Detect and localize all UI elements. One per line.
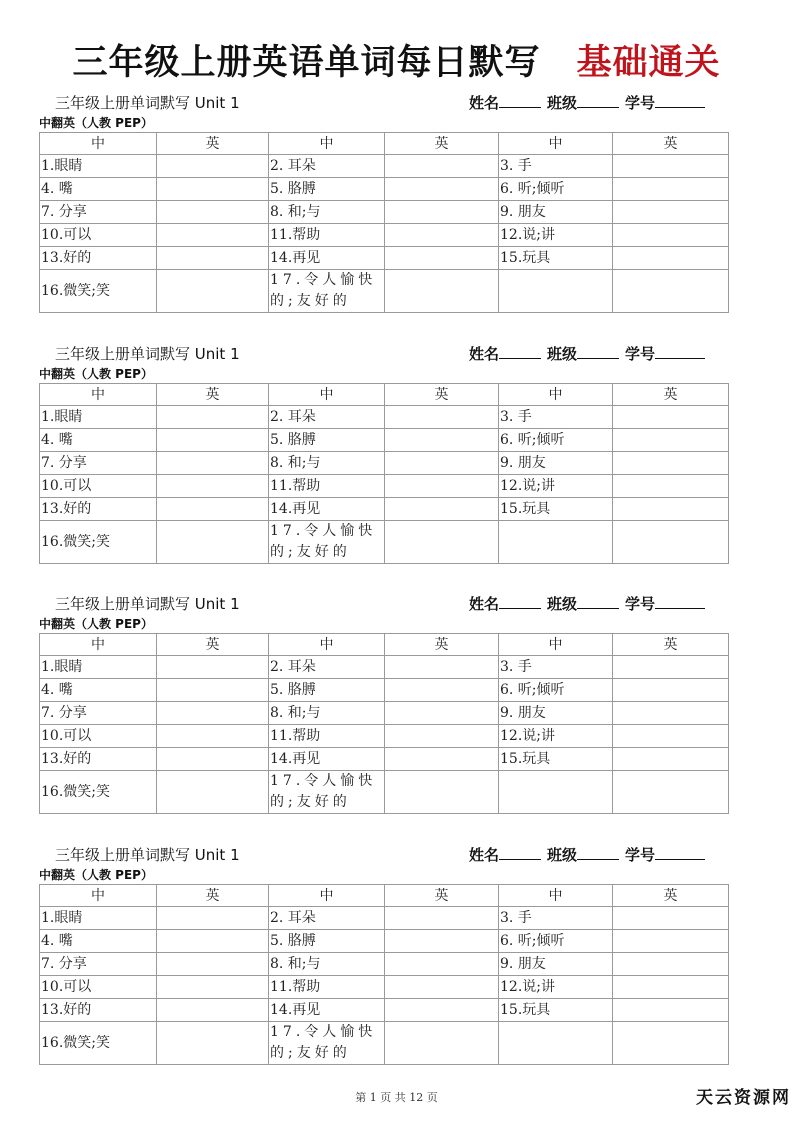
word-cell: 9. 朋友 — [499, 953, 613, 976]
title-main: 三年级上册英语单词每日默写 — [72, 42, 541, 83]
answer-cell[interactable] — [613, 178, 729, 201]
word-cell: 13.好的 — [40, 498, 157, 521]
word-cell: 1.眼睛 — [40, 406, 157, 429]
document-title — [0, 38, 793, 88]
table-row — [40, 270, 729, 313]
answer-cell[interactable] — [385, 953, 499, 976]
answer-cell[interactable] — [385, 1022, 499, 1065]
table-row — [40, 930, 729, 953]
answer-cell[interactable] — [157, 498, 269, 521]
header-english: 英 — [385, 384, 499, 406]
worksheet-block — [39, 343, 729, 564]
block-header — [39, 343, 729, 367]
name-label: 姓名 — [469, 345, 500, 363]
word-cell: 5. 胳膊 — [269, 178, 385, 201]
answer-cell[interactable] — [157, 679, 269, 702]
worksheet-block — [39, 844, 729, 1065]
answer-cell[interactable] — [385, 656, 499, 679]
table-row — [40, 702, 729, 725]
table-row — [40, 406, 729, 429]
table-row — [40, 429, 729, 452]
header-english: 英 — [613, 384, 729, 406]
header-english: 英 — [157, 885, 269, 907]
answer-cell[interactable] — [385, 999, 499, 1022]
class-label: 班级 — [547, 846, 578, 864]
answer-cell[interactable] — [157, 521, 269, 564]
word-cell: 13.好的 — [40, 748, 157, 771]
word-cell: 1.眼睛 — [40, 656, 157, 679]
header-english: 英 — [385, 634, 499, 656]
word-cell: 16.微笑;笑 — [40, 771, 157, 814]
answer-cell[interactable] — [157, 452, 269, 475]
id-label: 学号 — [625, 595, 656, 613]
student-info — [469, 92, 711, 114]
header-chinese: 中 — [40, 634, 157, 656]
answer-cell[interactable] — [385, 748, 499, 771]
id-blank-field[interactable] — [655, 92, 705, 108]
name-blank-field[interactable] — [499, 844, 541, 860]
section-subtitle: 中翻英（人教 PEP） — [39, 868, 153, 882]
answer-cell[interactable] — [613, 521, 729, 564]
answer-cell[interactable] — [613, 452, 729, 475]
word-cell: 10.可以 — [40, 976, 157, 999]
word-cell: 12.说;讲 — [499, 976, 613, 999]
header-english: 英 — [157, 634, 269, 656]
word-cell: 15.玩具 — [499, 999, 613, 1022]
header-english: 英 — [613, 885, 729, 907]
id-label: 学号 — [625, 846, 656, 864]
name-blank-field[interactable] — [499, 593, 541, 609]
name-label: 姓名 — [469, 846, 500, 864]
answer-cell[interactable] — [157, 270, 269, 313]
answer-cell[interactable] — [385, 452, 499, 475]
watermark-logo: 天云资源网 — [696, 1088, 791, 1108]
word-cell: 2. 耳朵 — [269, 155, 385, 178]
word-cell: 8. 和;与 — [269, 452, 385, 475]
word-cell: 4. 嘴 — [40, 930, 157, 953]
answer-cell[interactable] — [157, 702, 269, 725]
word-cell: 12.说;讲 — [499, 725, 613, 748]
answer-cell[interactable] — [385, 155, 499, 178]
answer-cell[interactable] — [157, 1022, 269, 1065]
word-cell: 2. 耳朵 — [269, 406, 385, 429]
answer-cell[interactable] — [157, 224, 269, 247]
word-cell: 8. 和;与 — [269, 702, 385, 725]
word-cell: 10.可以 — [40, 725, 157, 748]
header-chinese: 中 — [499, 384, 613, 406]
word-cell: 11.帮助 — [269, 976, 385, 999]
word-cell: 2. 耳朵 — [269, 656, 385, 679]
answer-cell[interactable] — [385, 178, 499, 201]
table-row — [40, 201, 729, 224]
answer-cell[interactable] — [613, 656, 729, 679]
word-cell — [499, 771, 613, 814]
answer-cell[interactable] — [613, 702, 729, 725]
header-chinese: 中 — [499, 133, 613, 155]
page-number: 第 1 页 共 12 页 — [355, 1091, 438, 1104]
table-row — [40, 1022, 729, 1065]
answer-cell[interactable] — [613, 748, 729, 771]
answer-cell[interactable] — [157, 178, 269, 201]
answer-cell[interactable] — [157, 725, 269, 748]
vocab-table — [39, 884, 729, 1065]
header-chinese: 中 — [269, 885, 385, 907]
word-cell: 14.再见 — [269, 748, 385, 771]
header-chinese: 中 — [499, 885, 613, 907]
section-subtitle: 中翻英（人教 PEP） — [39, 367, 153, 381]
table-row — [40, 907, 729, 930]
vocab-table — [39, 633, 729, 814]
answer-cell[interactable] — [385, 930, 499, 953]
answer-cell[interactable] — [157, 771, 269, 814]
table-header-row — [40, 384, 729, 406]
id-blank-field[interactable] — [655, 844, 705, 860]
title-accent: 基础通关 — [576, 42, 721, 83]
word-cell: 7. 分享 — [40, 452, 157, 475]
answer-cell[interactable] — [613, 953, 729, 976]
class-label: 班级 — [547, 94, 578, 112]
answer-cell[interactable] — [613, 1022, 729, 1065]
class-blank-field[interactable] — [577, 844, 619, 860]
word-cell: 13.好的 — [40, 247, 157, 270]
word-cell: 15.玩具 — [499, 247, 613, 270]
word-cell: 7. 分享 — [40, 953, 157, 976]
word-cell: 4. 嘴 — [40, 679, 157, 702]
word-cell: 6. 听;倾听 — [499, 930, 613, 953]
unit-title: 三年级上册单词默写 Unit 1 — [55, 94, 240, 112]
answer-cell[interactable] — [157, 155, 269, 178]
class-blank-field[interactable] — [577, 92, 619, 108]
answer-cell[interactable] — [385, 429, 499, 452]
word-cell: 17.令人愉快的;友好的 — [269, 270, 385, 313]
word-cell — [499, 270, 613, 313]
answer-cell[interactable] — [385, 475, 499, 498]
answer-cell[interactable] — [157, 475, 269, 498]
word-cell: 4. 嘴 — [40, 178, 157, 201]
answer-cell[interactable] — [157, 999, 269, 1022]
table-row — [40, 748, 729, 771]
worksheet-block — [39, 593, 729, 814]
answer-cell[interactable] — [613, 725, 729, 748]
word-cell — [499, 1022, 613, 1065]
word-cell: 3. 手 — [499, 656, 613, 679]
student-info — [469, 844, 711, 866]
word-cell: 14.再见 — [269, 999, 385, 1022]
table-row — [40, 999, 729, 1022]
table-row — [40, 656, 729, 679]
answer-cell[interactable] — [385, 976, 499, 999]
table-row — [40, 976, 729, 999]
answer-cell[interactable] — [157, 201, 269, 224]
answer-cell[interactable] — [613, 224, 729, 247]
answer-cell[interactable] — [385, 406, 499, 429]
answer-cell[interactable] — [385, 702, 499, 725]
word-cell: 15.玩具 — [499, 498, 613, 521]
vocab-table — [39, 132, 729, 313]
answer-cell[interactable] — [157, 247, 269, 270]
name-blank-field[interactable] — [499, 92, 541, 108]
block-header — [39, 593, 729, 617]
header-english: 英 — [613, 133, 729, 155]
word-cell: 3. 手 — [499, 155, 613, 178]
unit-title: 三年级上册单词默写 Unit 1 — [55, 345, 240, 363]
id-blank-field[interactable] — [655, 593, 705, 609]
word-cell: 1.眼睛 — [40, 907, 157, 930]
header-english: 英 — [157, 384, 269, 406]
table-header-row — [40, 885, 729, 907]
section-subtitle: 中翻英（人教 PEP） — [39, 617, 153, 631]
id-label: 学号 — [625, 345, 656, 363]
class-label: 班级 — [547, 595, 578, 613]
word-cell: 5. 胳膊 — [269, 679, 385, 702]
section-subtitle: 中翻英（人教 PEP） — [39, 116, 153, 130]
header-chinese: 中 — [269, 384, 385, 406]
word-cell: 5. 胳膊 — [269, 930, 385, 953]
answer-cell[interactable] — [613, 406, 729, 429]
word-cell: 6. 听;倾听 — [499, 178, 613, 201]
word-cell: 17.令人愉快的;友好的 — [269, 521, 385, 564]
table-row — [40, 452, 729, 475]
word-cell: 16.微笑;笑 — [40, 521, 157, 564]
header-chinese: 中 — [40, 133, 157, 155]
word-cell: 9. 朋友 — [499, 702, 613, 725]
header-english: 英 — [385, 133, 499, 155]
answer-cell[interactable] — [385, 679, 499, 702]
block-header — [39, 844, 729, 868]
word-cell: 10.可以 — [40, 224, 157, 247]
answer-cell[interactable] — [385, 247, 499, 270]
table-row — [40, 521, 729, 564]
table-header-row — [40, 133, 729, 155]
word-cell: 3. 手 — [499, 406, 613, 429]
table-row — [40, 178, 729, 201]
class-blank-field[interactable] — [577, 593, 619, 609]
header-chinese: 中 — [40, 885, 157, 907]
student-info — [469, 593, 711, 615]
table-row — [40, 475, 729, 498]
table-row — [40, 679, 729, 702]
answer-cell[interactable] — [157, 429, 269, 452]
word-cell: 7. 分享 — [40, 702, 157, 725]
table-row — [40, 155, 729, 178]
unit-title: 三年级上册单词默写 Unit 1 — [55, 846, 240, 864]
student-info — [469, 343, 711, 365]
answer-cell[interactable] — [385, 201, 499, 224]
word-cell: 14.再见 — [269, 247, 385, 270]
word-cell: 2. 耳朵 — [269, 907, 385, 930]
name-label: 姓名 — [469, 595, 500, 613]
word-cell: 12.说;讲 — [499, 224, 613, 247]
answer-cell[interactable] — [613, 907, 729, 930]
word-cell: 1.眼睛 — [40, 155, 157, 178]
answer-cell[interactable] — [157, 976, 269, 999]
answer-cell[interactable] — [613, 201, 729, 224]
answer-cell[interactable] — [157, 656, 269, 679]
class-label: 班级 — [547, 345, 578, 363]
word-cell: 15.玩具 — [499, 748, 613, 771]
table-row — [40, 953, 729, 976]
word-cell: 8. 和;与 — [269, 953, 385, 976]
answer-cell[interactable] — [613, 270, 729, 313]
answer-cell[interactable] — [385, 907, 499, 930]
class-blank-field[interactable] — [577, 343, 619, 359]
header-english: 英 — [157, 133, 269, 155]
answer-cell[interactable] — [613, 247, 729, 270]
table-header-row — [40, 634, 729, 656]
word-cell: 17.令人愉快的;友好的 — [269, 1022, 385, 1065]
word-cell: 11.帮助 — [269, 725, 385, 748]
answer-cell[interactable] — [157, 930, 269, 953]
answer-cell[interactable] — [385, 498, 499, 521]
word-cell: 14.再见 — [269, 498, 385, 521]
answer-cell[interactable] — [157, 953, 269, 976]
vocab-table — [39, 383, 729, 564]
word-cell: 16.微笑;笑 — [40, 270, 157, 313]
word-cell: 12.说;讲 — [499, 475, 613, 498]
word-cell: 6. 听;倾听 — [499, 679, 613, 702]
table-row — [40, 224, 729, 247]
table-row — [40, 771, 729, 814]
answer-cell[interactable] — [385, 521, 499, 564]
answer-cell[interactable] — [613, 155, 729, 178]
answer-cell[interactable] — [157, 748, 269, 771]
answer-cell[interactable] — [613, 498, 729, 521]
answer-cell[interactable] — [385, 270, 499, 313]
word-cell: 11.帮助 — [269, 475, 385, 498]
header-chinese: 中 — [269, 133, 385, 155]
answer-cell[interactable] — [385, 224, 499, 247]
block-header — [39, 92, 729, 116]
worksheet-block — [39, 92, 729, 313]
word-cell: 10.可以 — [40, 475, 157, 498]
answer-cell[interactable] — [157, 406, 269, 429]
table-row — [40, 247, 729, 270]
id-blank-field[interactable] — [655, 343, 705, 359]
word-cell: 11.帮助 — [269, 224, 385, 247]
word-cell: 9. 朋友 — [499, 201, 613, 224]
answer-cell[interactable] — [613, 429, 729, 452]
header-chinese: 中 — [40, 384, 157, 406]
word-cell: 17.令人愉快的;友好的 — [269, 771, 385, 814]
word-cell: 13.好的 — [40, 999, 157, 1022]
word-cell: 6. 听;倾听 — [499, 429, 613, 452]
word-cell: 3. 手 — [499, 907, 613, 930]
table-row — [40, 498, 729, 521]
table-row — [40, 725, 729, 748]
answer-cell[interactable] — [613, 999, 729, 1022]
word-cell: 7. 分享 — [40, 201, 157, 224]
word-cell — [499, 521, 613, 564]
word-cell: 4. 嘴 — [40, 429, 157, 452]
header-chinese: 中 — [499, 634, 613, 656]
answer-cell[interactable] — [613, 771, 729, 814]
word-cell: 16.微笑;笑 — [40, 1022, 157, 1065]
header-chinese: 中 — [269, 634, 385, 656]
answer-cell[interactable] — [613, 976, 729, 999]
answer-cell[interactable] — [385, 771, 499, 814]
id-label: 学号 — [625, 94, 656, 112]
word-cell: 9. 朋友 — [499, 452, 613, 475]
word-cell: 5. 胳膊 — [269, 429, 385, 452]
header-english: 英 — [613, 634, 729, 656]
answer-cell[interactable] — [613, 930, 729, 953]
name-blank-field[interactable] — [499, 343, 541, 359]
answer-cell[interactable] — [613, 475, 729, 498]
answer-cell[interactable] — [157, 907, 269, 930]
answer-cell[interactable] — [613, 679, 729, 702]
word-cell: 8. 和;与 — [269, 201, 385, 224]
unit-title: 三年级上册单词默写 Unit 1 — [55, 595, 240, 613]
answer-cell[interactable] — [385, 725, 499, 748]
header-english: 英 — [385, 885, 499, 907]
name-label: 姓名 — [469, 94, 500, 112]
